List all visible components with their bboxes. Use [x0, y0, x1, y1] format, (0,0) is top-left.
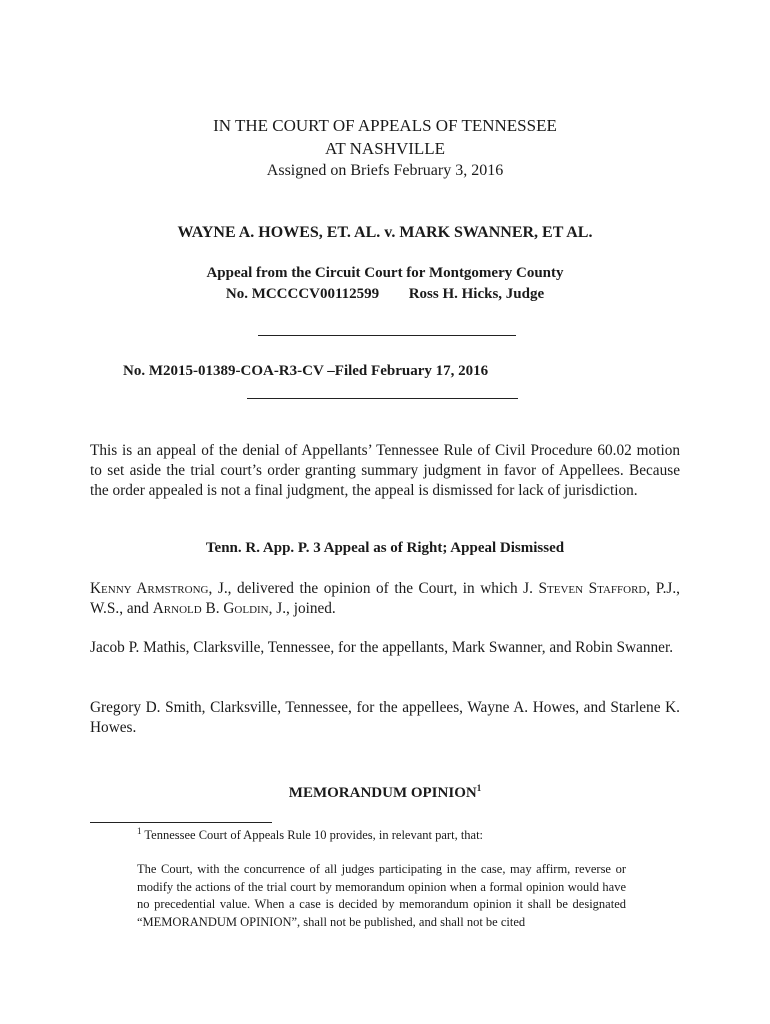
docket-number: No. M2015-01389-COA-R3-CV –Filed February 17, 2016 [123, 363, 489, 379]
authors-paragraph [90, 579, 680, 619]
trial-info [0, 284, 770, 305]
court-name: IN THE COURT OF APPEALS OF TENNESSEE [213, 116, 557, 135]
assigned-date: Assigned on Briefs February 3, 2016 [266, 162, 504, 179]
counsel-appellees: Gregory D. Smith, Clarksville, Tennessee, for the appellees, Wayne A. Howes, and Starlene K. Howes. [90, 699, 680, 736]
author-name: Kenny Armstrong [90, 580, 209, 597]
footnote-intro [137, 825, 484, 843]
case-caption: WAYNE A. HOWES, ET. AL. v. MARK SWANNER, ET AL. [177, 224, 593, 241]
judge2-text: , P.J., W.S., and [90, 580, 680, 617]
judge2-name: Steven Stafford [538, 580, 647, 597]
summary-paragraph: This is an appeal of the denial of Appellants’ Tennessee Rule of Civil Procedure 60.02 motion to set aside the trial court’s order granting summary judgment in favor of Appellees. Because the order appealed is not a final judgment, the appeal is dismissed for lack of jurisdiction. [90, 442, 680, 499]
court-location: AT NASHVILLE [324, 139, 446, 158]
footnote-separator [90, 822, 272, 823]
trial-case-number: No. MCCCCV00112599 [225, 286, 380, 302]
footnote-intro-text: Tennessee Court of Appeals Rule 10 provides, in relevant part, that: [144, 828, 484, 842]
judge3-text: , J., joined. [268, 600, 336, 617]
trial-judge: Ross H. Hicks, Judge [408, 286, 545, 302]
footnote-quote: The Court, with the concurrence of all judges participating in the case, may affirm, reverse or modify the actions of the trial court by memorandum opinion when a formal opinion would have no precedential value. When a case is decided by memorandum opinion it shall be designated “MEMORANDUM OPINION”, shall not be published, and shall not be cited [137, 862, 626, 929]
divider-top [258, 335, 516, 336]
judge3-name: Arnold B. Goldin [152, 600, 269, 617]
divider-bottom [247, 398, 518, 399]
opinion-heading-text: MEMORANDUM OPINION [288, 785, 477, 801]
disposition: Tenn. R. App. P. 3 Appeal as of Right; Appeal Dismissed [205, 540, 565, 556]
footnote-marker: 1 [137, 825, 142, 836]
opinion-heading [0, 785, 770, 802]
footnote-reference[interactable]: 1 [476, 783, 482, 793]
counsel-appellants: Jacob P. Mathis, Clarksville, Tennessee, for the appellants, Mark Swanner, and Robin Swanner. [90, 639, 674, 656]
author-text: , J., delivered the opinion of the Court, in which J. [208, 580, 539, 597]
appeal-from: Appeal from the Circuit Court for Montgomery County [206, 265, 564, 281]
